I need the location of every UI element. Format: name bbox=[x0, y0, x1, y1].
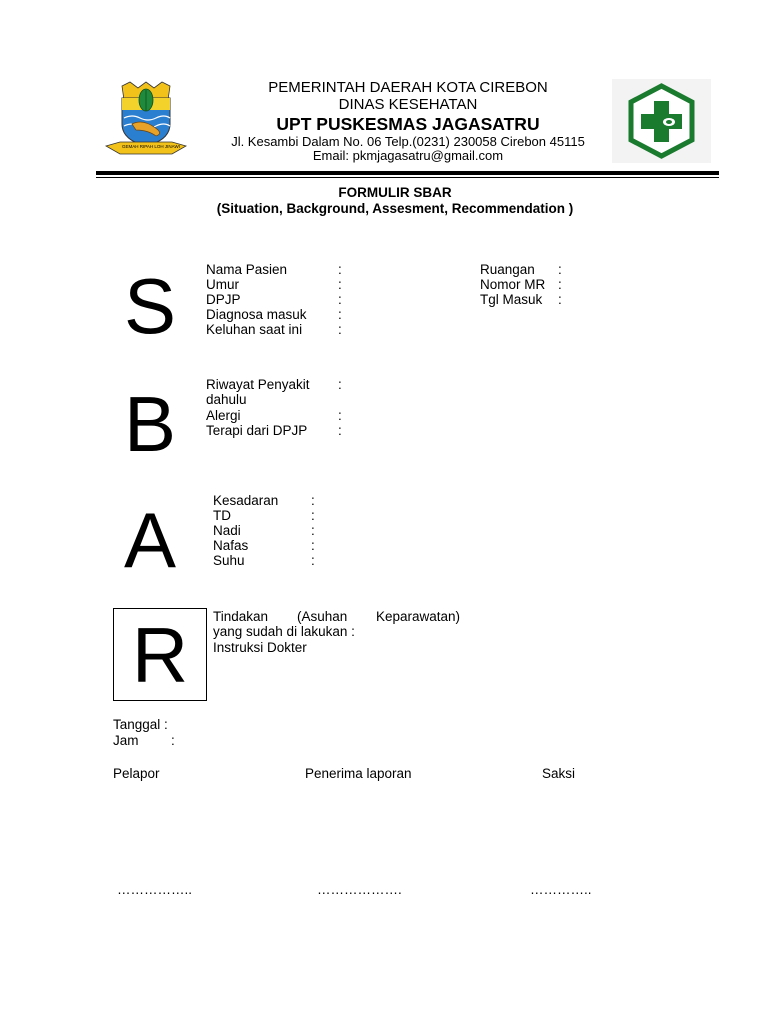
cirebon-emblem-logo bbox=[104, 80, 188, 158]
label-dahulu: dahulu bbox=[206, 392, 247, 407]
signature-line-saksi: ………….. bbox=[530, 882, 592, 897]
label-dpjp: DPJP bbox=[206, 292, 241, 307]
label-diagnosa-masuk: Diagnosa masuk bbox=[206, 307, 307, 322]
form-subtitle: (Situation, Background, Assesment, Recommendation ) bbox=[216, 201, 574, 216]
label-instruksi-dokter: Instruksi Dokter bbox=[213, 640, 307, 655]
colon: : bbox=[171, 733, 175, 748]
label-nomor-mr: Nomor MR bbox=[480, 277, 546, 292]
label-alergi: Alergi bbox=[206, 408, 241, 423]
header-divider-thin bbox=[96, 177, 719, 178]
label-nadi: Nadi bbox=[213, 523, 241, 538]
colon: : bbox=[311, 523, 315, 538]
label-keluhan-saat-ini: Keluhan saat ini bbox=[206, 322, 303, 337]
colon: : bbox=[338, 408, 342, 423]
label-asuhan: (Asuhan bbox=[297, 609, 348, 624]
colon: : bbox=[558, 292, 562, 307]
letter-a: A bbox=[123, 496, 177, 584]
label-nama-pasien: Nama Pasien bbox=[206, 262, 288, 277]
colon: : bbox=[338, 277, 342, 292]
letter-s: S bbox=[123, 262, 177, 350]
colon: : bbox=[338, 262, 342, 277]
label-riwayat-penyakit: Riwayat Penyakit bbox=[206, 377, 310, 392]
label-ruangan: Ruangan bbox=[480, 262, 535, 277]
label-suhu: Suhu bbox=[213, 553, 245, 568]
colon: : bbox=[338, 423, 342, 438]
header-email: Email: pkmjagasatru@gmail.com bbox=[312, 148, 504, 163]
colon: : bbox=[338, 307, 342, 322]
header-department-line: DINAS KESEHATAN bbox=[338, 96, 478, 113]
label-tindakan: Tindakan bbox=[213, 609, 269, 624]
label-jam: Jam bbox=[113, 733, 139, 748]
header-divider-thick bbox=[96, 171, 719, 175]
colon: : bbox=[311, 553, 315, 568]
colon: : bbox=[338, 377, 342, 392]
colon: : bbox=[558, 277, 562, 292]
colon: : bbox=[311, 508, 315, 523]
header-government-line: PEMERINTAH DAERAH KOTA CIREBON bbox=[268, 79, 548, 96]
label-pelapor: Pelapor bbox=[113, 766, 160, 781]
form-title: FORMULIR SBAR bbox=[338, 185, 452, 200]
colon: : bbox=[558, 262, 562, 277]
label-yang-sudah-dilakukan: yang sudah di lakukan : bbox=[213, 624, 355, 639]
label-terapi-dari-dpjp: Terapi dari DPJP bbox=[206, 423, 308, 438]
letter-b: B bbox=[123, 380, 177, 468]
colon: : bbox=[338, 292, 342, 307]
label-umur: Umur bbox=[206, 277, 239, 292]
label-kesadaran: Kesadaran bbox=[213, 493, 279, 508]
puskesmas-logo bbox=[612, 79, 711, 163]
label-td: TD bbox=[213, 508, 231, 523]
label-tgl-masuk: Tgl Masuk bbox=[480, 292, 543, 307]
signature-line-penerima: ………………. bbox=[317, 882, 402, 897]
label-saksi: Saksi bbox=[542, 766, 576, 781]
label-keparawatan: Keparawatan) bbox=[376, 609, 461, 624]
emblem-motto: GEMAH RIPAH LOH JINAWI bbox=[122, 144, 181, 149]
colon: : bbox=[338, 322, 342, 337]
header-institution-name: UPT PUSKESMAS JAGASATRU bbox=[276, 114, 540, 134]
label-penerima-laporan: Penerima laporan bbox=[305, 766, 412, 781]
signature-line-pelapor: …………….. bbox=[117, 882, 193, 897]
letter-r: R bbox=[131, 611, 189, 699]
header-address: Jl. Kesambi Dalam No. 06 Telp.(0231) 230058 Cirebon 45115 bbox=[231, 134, 585, 149]
colon: : bbox=[311, 493, 315, 508]
label-nafas: Nafas bbox=[213, 538, 249, 553]
colon: : bbox=[311, 538, 315, 553]
label-tanggal: Tanggal : bbox=[113, 717, 168, 732]
